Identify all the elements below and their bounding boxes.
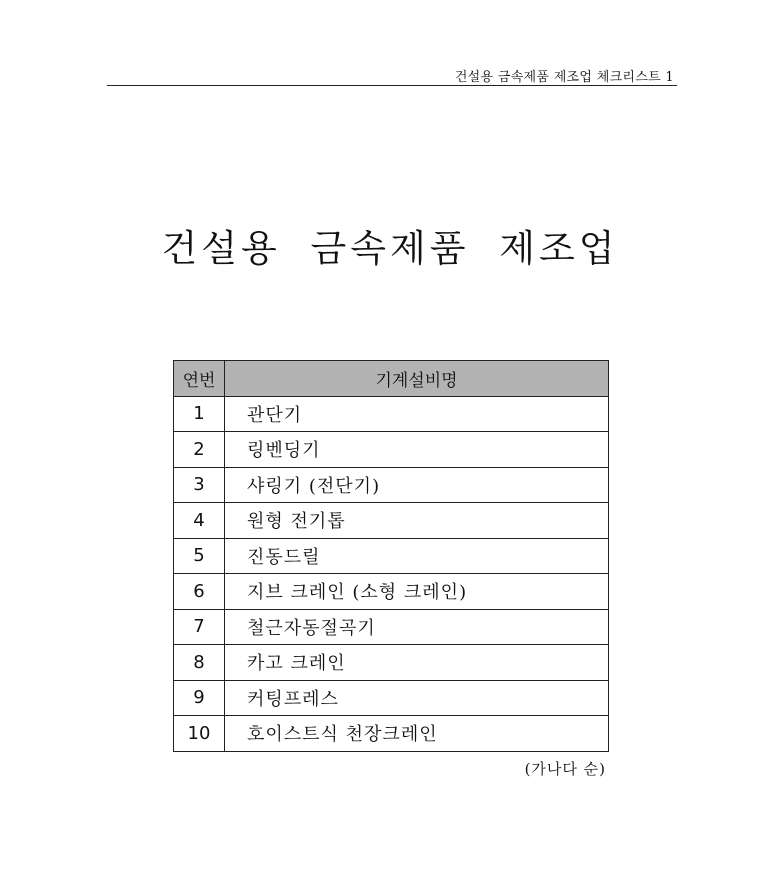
row-number: 7 (174, 609, 225, 645)
order-note: (가나다 순) (524, 760, 606, 778)
table-row (174, 680, 609, 716)
table-header-row (174, 361, 609, 397)
row-number: 4 (174, 503, 225, 539)
machine-name: 커팅프레스 (225, 680, 609, 716)
row-number: 9 (174, 680, 225, 716)
document-title: 건설용 금속제품 제조업 (161, 227, 619, 270)
machine-name: 철근자동절곡기 (225, 609, 609, 645)
row-number: 6 (174, 574, 225, 610)
column-header-name: 기계설비명 (225, 361, 609, 397)
row-number: 8 (174, 645, 225, 681)
header-rule (107, 85, 677, 86)
machine-name: 카고 크레인 (225, 645, 609, 681)
machine-name: 링벤딩기 (225, 432, 609, 468)
table-row (174, 503, 609, 539)
table-row (174, 574, 609, 610)
machine-table (173, 360, 609, 752)
machine-name: 지브 크레인 (소형 크레인) (225, 574, 609, 610)
table-row (174, 467, 609, 503)
page-header: 건설용 금속제품 제조업 체크리스트 1 (454, 70, 674, 85)
row-number: 1 (174, 396, 225, 432)
machine-name: 샤링기 (전단기) (225, 467, 609, 503)
table-row (174, 716, 609, 752)
table-row (174, 538, 609, 574)
machine-name: 관단기 (225, 396, 609, 432)
table-row (174, 396, 609, 432)
row-number: 3 (174, 467, 225, 503)
table-row (174, 432, 609, 468)
column-header-no: 연번 (174, 361, 225, 397)
row-number: 10 (174, 716, 225, 752)
machine-name: 호이스트식 천장크레인 (225, 716, 609, 752)
row-number: 2 (174, 432, 225, 468)
machine-name: 진동드릴 (225, 538, 609, 574)
table-body (174, 396, 609, 751)
row-number: 5 (174, 538, 225, 574)
table-row (174, 609, 609, 645)
table-row (174, 645, 609, 681)
machine-name: 원형 전기톱 (225, 503, 609, 539)
